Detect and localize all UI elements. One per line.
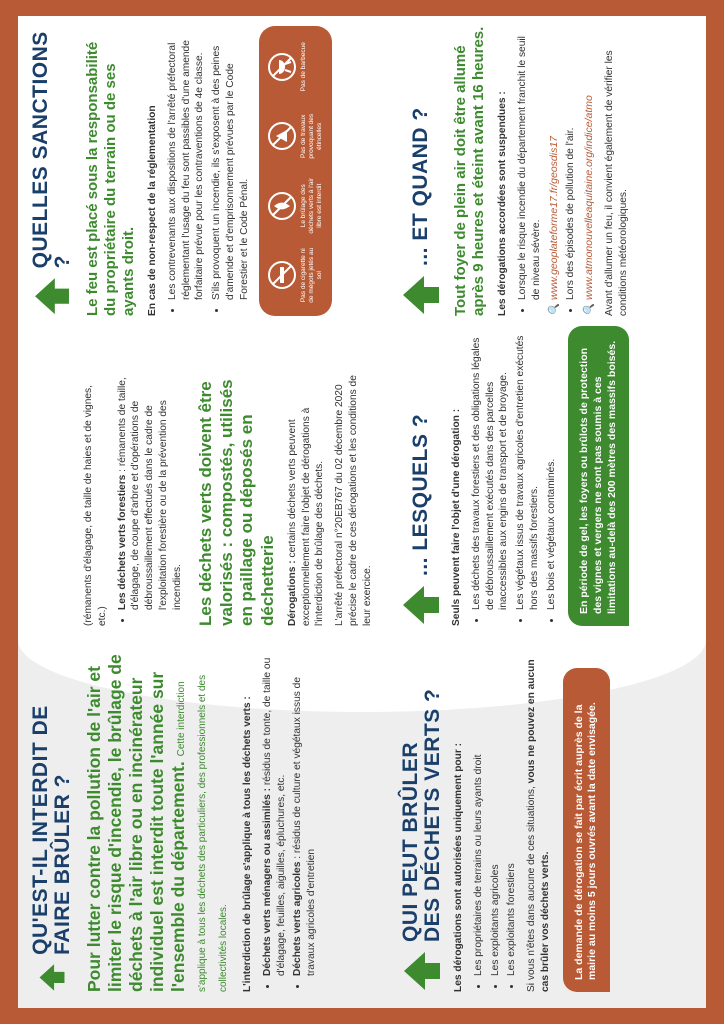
demande-bubble: La demande de dérogation se fait par écrit auprès de la mairie au moins 5 jours ouvrés avant la date envisagée. xyxy=(563,668,610,992)
section-when xyxy=(400,26,637,316)
section-title: QU'EST-IL INTERDIT DE FAIRE BRÛLER ? xyxy=(29,705,75,955)
section-forbidden xyxy=(30,652,323,992)
icon-item: Pas de travaux provoquant des étincelles xyxy=(267,105,323,167)
list-item: • Les propriétaires de terrains ou leurs ayants droit xyxy=(472,652,486,976)
no-cigarette-icon xyxy=(267,260,297,290)
section-title: QUELLES SANCTIONS ? xyxy=(29,31,75,269)
prohibition-icons xyxy=(259,26,331,316)
arrow-up-icon xyxy=(400,274,442,316)
sanction-subhead: En cas de non-respect de la réglementation xyxy=(147,105,159,316)
list-item: • Lors des épisodes de pollution de l'air. xyxy=(564,26,578,300)
lead-small: Cette interdiction s'applique à tous les déchets des particuliers, des professionnels et des collectivités locales. xyxy=(176,674,230,992)
list-item: • Lorsque le risque incendie du département franchit le seuil de niveau sévère. xyxy=(516,26,544,300)
icon-item: Le brûlage des déchets verts à l'air libre est interdit xyxy=(267,175,323,237)
no-barbecue-icon xyxy=(267,52,297,82)
footer-note: Avant d'allumer un feu, il convient également de vérifier les conditions météorologiques. xyxy=(604,50,629,316)
continued-text: (rémanents d'élagage, de taille de haies et de vignes, etc.) xyxy=(83,385,108,626)
icon-item: Pas de cigarette ni de mégots jetés au sol xyxy=(267,244,323,306)
when-lead: Tout foyer de plein air doit être allumé après 9 heures et éteint avant 16 heures. xyxy=(452,26,487,316)
sanction-lead: Le feu est placé sous la responsabilité du propriétaire du terrain ou de ses ayants droit. xyxy=(84,41,138,316)
list-item: • Les contrevenants aux dispositions de l'arrêté préfectoral réglementant l'usage du feu sont passibles d'une amende forfaitaire prévue pour les contraventions de 4e classe. xyxy=(166,26,207,300)
arrow-up-icon xyxy=(400,584,442,626)
when-subhead: Les dérogations accordées sont suspendues : xyxy=(497,91,508,316)
list-item: • Déchets verts agricoles : résidus de culture et végétaux issus de travaux agricoles d'entretien xyxy=(291,652,319,976)
section-which xyxy=(400,326,629,626)
atmo-link[interactable]: 🔍 www.atmonouvelleaquitaine.org/indice/atmo xyxy=(583,95,596,316)
valorise-lead: Les déchets verts doivent être valorisés : compostés, utilisés en paillage ou déposés en déchetterie xyxy=(196,379,277,626)
which-intro: Seuls peuvent faire l'objet d'une dérogation : xyxy=(451,408,462,626)
arrow-up-icon xyxy=(31,963,73,992)
icon-item: Pas de barbecue xyxy=(267,36,308,98)
who-list xyxy=(472,652,519,976)
sanction-list xyxy=(166,26,252,300)
list-item: • Les déchets des travaux forestiers et des obligations légales de débroussaillement exécutés dans des parcelles inaccessibles aux engins de transport et de broyage. xyxy=(470,326,511,610)
geo-link[interactable]: 🔍 www.geoplateforme17.fr/geosdis17 xyxy=(548,135,561,316)
section-sanctions xyxy=(30,26,340,316)
arrow-up-icon xyxy=(401,950,443,992)
lead-text: Pour lutter contre la pollution de l'air et limiter le risque d'incendie, le brûlage de déchets à l'air libre ou en incinérateur individuel est interdit toute l'année sur l'ensemble du département. xyxy=(84,654,189,992)
list-item: • Les végétaux issus de travaux agricoles d'entretien exécutés hors des massifs forestiers. xyxy=(514,326,542,610)
section-who: QUI PEUT BRÛLER DES DÉCHETS VERTS ? Les dérogations sont autorisées uniquement pour : • Les propriétaires de terrains ou leurs ayants droit • Les exploitants agricoles • Les exploitants forestiers Si vous n'êtes dans aucune de ces situations, vous ne pouvez en aucun cas brûler vos déchets verts. La demande de dérogation se fait par écrit auprès de la mairie au moins 5 jours ouvrés avant la date envisagée. xyxy=(400,652,610,992)
section-title: ... LESQUELS ? xyxy=(408,413,432,576)
forbidden-list xyxy=(261,652,319,976)
who-intro: Les dérogations sont autorisées uniquement pour : xyxy=(453,742,465,992)
list-item: • Déchets verts ménagers ou assimilés : résidus de tonte, de taille ou d'élagage, feuilles, aiguilles, épluchures, etc. xyxy=(261,652,289,976)
list-item: • Les déchets verts forestiers : rémanents de taille, d'élagage, de coupe d'arbre et d'opérations de débroussaillement effectués dans le cadre de l'exploitation forestière ou de la prévention des incendies. xyxy=(116,366,185,610)
section-title: ... ET QUAND ? xyxy=(408,107,432,266)
list-item: • Les exploitants agricoles xyxy=(489,652,503,976)
section-forbidden-cont: (rémanents d'élagage, de taille de haies et de vignes, etc.) • Les déchets verts forestiers : rémanents de taille, d'élagage, de coupe d'arbre et d'opérations de débroussaillement effectués dans le cadre de l'exploitation forestière ou de la prévention des incendies. Les déchets verts doivent être valorisés : compostés, utilisés en paillage ou déposés en déchetterie Dérogations : certains déchets verts peuvent exceptionnellement faire l'objet de dérogations à l'interdiction de brûlage des déchets. L'arrêté préfectoral n°20EB767 du 02 décembre 2020 précise le cadre de ces dérogations et les conditions de leur exercice. xyxy=(32,366,381,626)
no-spark-icon xyxy=(267,121,297,151)
no-burning-icon xyxy=(267,191,297,221)
list-item: • Les bois et végétaux contaminés. xyxy=(545,326,559,610)
which-list xyxy=(470,326,559,610)
gel-bubble: En période de gel, les foyers ou brûlots de protection des vignes et vergers ne sont pas soumis à ces limitations au-delà des 200 mètres des massifs boisés. xyxy=(568,326,629,626)
list-item: • S'ils provoquent un incendie, ils s'exposent à des peines d'amende et d'emprisonnement prévues par le Code Forestier et le Code Pénal. xyxy=(210,26,251,300)
rule-intro: L'interdiction de brûlage s'applique à tous les déchets verts : xyxy=(242,696,254,992)
list-item: • Les exploitants forestiers xyxy=(505,652,519,976)
arrow-up-icon xyxy=(31,276,73,316)
arrete-text: L'arrêté préfectoral n°20EB767 du 02 décembre 2020 précise le cadre de ces dérogations et les conditions de leur exercice. xyxy=(334,375,373,626)
section-title: QUI PEUT BRÛLER xyxy=(399,741,422,942)
